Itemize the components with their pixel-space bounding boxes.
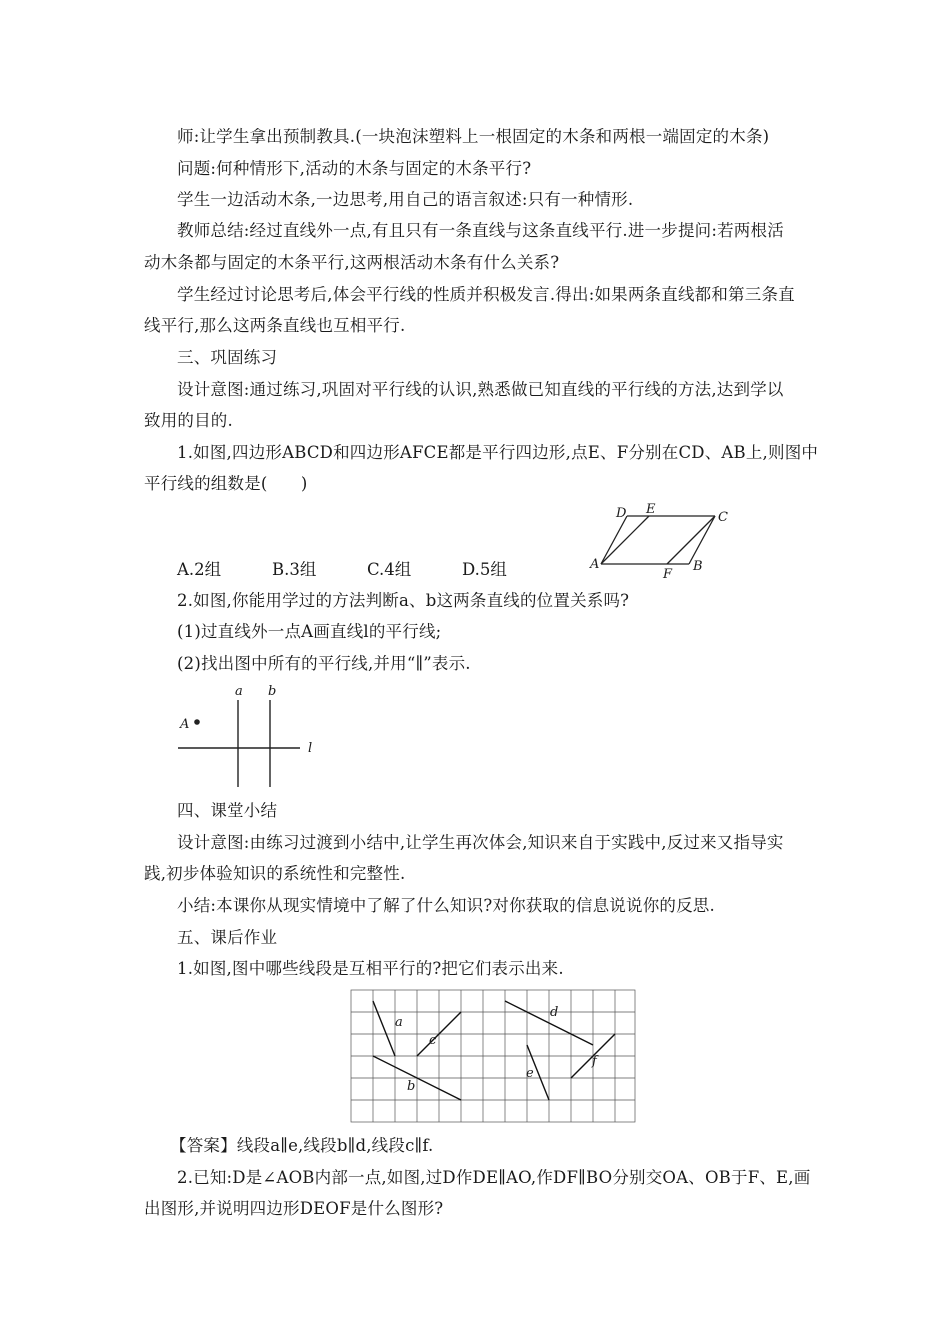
exercise-1-line-2: 平行线的组数是( ) — [144, 474, 308, 493]
paragraph-teacher-props: 师:让学生拿出预制教具.(一块泡沫塑料上一根固定的木条和两根一端固定的木条) — [177, 127, 770, 146]
segment-ad — [601, 516, 627, 564]
label-seg-b: b — [407, 1079, 416, 1094]
exercise-2-stem: 2.如图,你能用学过的方法判断a、b这两条直线的位置关系吗? — [177, 591, 630, 610]
label-e: E — [646, 502, 656, 517]
label-line-b: b — [268, 684, 277, 699]
label-point-a: A — [180, 717, 190, 732]
option-c: C.4组 — [367, 560, 412, 579]
segment-a — [373, 1001, 395, 1056]
label-seg-a: a — [395, 1015, 403, 1030]
summary-intent-2: 践,初步体验知识的系统性和完整性. — [144, 864, 406, 883]
section-heading-practice: 三、巩固练习 — [177, 348, 278, 367]
label-seg-f: f — [592, 1054, 597, 1069]
exercise-2-part-1: (1)过直线外一点A画直线l的平行线; — [177, 622, 442, 641]
paragraph-teacher-summary-1: 教师总结:经过直线外一点,有且只有一条直线与这条直线平行.进一步提问:若两根活 — [177, 221, 784, 240]
segment-ae — [601, 516, 649, 564]
homework-2-line-2: 出图形,并说明四边形DEOF是什么图形? — [144, 1199, 444, 1218]
label-seg-e: e — [526, 1066, 534, 1081]
option-b: B.3组 — [272, 560, 317, 579]
label-seg-c: c — [429, 1033, 437, 1048]
option-a: A.2组 — [177, 560, 222, 579]
label-d: D — [616, 506, 627, 521]
summary-text: 小结:本课你从现实情境中了解了什么知识?对你获取的信息说说你的反思. — [177, 896, 715, 915]
summary-intent-1: 设计意图:由练习过渡到小结中,让学生再次体会,知识来自于实践中,反过来又指导实 — [177, 833, 784, 852]
answer-text: 线段a∥e,线段b∥d,线段c∥f. — [236, 1136, 434, 1155]
section-heading-homework: 五、课后作业 — [177, 928, 278, 947]
paragraph-question: 问题:何种情形下,活动的木条与固定的木条平行? — [177, 159, 532, 178]
exercise-2-part-2: (2)找出图中所有的平行线,并用“∥”表示. — [177, 654, 471, 673]
point-a — [194, 719, 200, 725]
paragraph-teacher-summary-2: 动木条都与固定的木条平行,这两根活动木条有什么关系? — [144, 253, 560, 272]
label-b: B — [693, 559, 703, 574]
label-c: C — [718, 510, 728, 525]
label-a: A — [590, 557, 600, 572]
paragraph-student-activity: 学生一边活动木条,一边思考,用自己的语言叙述:只有一种情形. — [177, 190, 634, 209]
label-seg-d: d — [550, 1005, 559, 1020]
lines-ab-figure — [170, 680, 330, 795]
grid-segments-figure — [350, 989, 636, 1125]
label-line-a: a — [235, 684, 243, 699]
exercise-1-line-1: 1.如图,四边形ABCD和四边形AFCE都是平行四边形,点E、F分别在CD、AB上,则图中 — [177, 443, 819, 462]
paragraph-student-conclusion-2: 线平行,那么这两条直线也互相平行. — [144, 316, 406, 335]
design-intent-1: 设计意图:通过练习,巩固对平行线的认识,熟悉做已知直线的平行线的方法,达到学以 — [177, 380, 784, 399]
segment-fc — [667, 516, 715, 564]
section-heading-summary: 四、课堂小结 — [177, 801, 278, 820]
answer-line — [170, 1135, 434, 1157]
answer-tag: 【答案】 — [170, 1136, 237, 1155]
label-f: F — [663, 567, 673, 582]
design-intent-2: 致用的目的. — [144, 411, 233, 430]
homework-2-line-1: 2.已知:D是∠AOB内部一点,如图,过D作DE∥AO,作DF∥BO分别交OA、OB于F、E,画 — [177, 1168, 811, 1187]
label-line-l: l — [308, 741, 313, 756]
homework-1-stem: 1.如图,图中哪些线段是互相平行的?把它们表示出来. — [177, 959, 564, 978]
segment-bc — [689, 516, 715, 564]
option-d: D.5组 — [462, 560, 507, 579]
paragraph-student-conclusion-1: 学生经过讨论思考后,体会平行线的性质并积极发言.得出:如果两条直线都和第三条直 — [177, 285, 795, 304]
parallelogram-figure — [585, 500, 735, 580]
